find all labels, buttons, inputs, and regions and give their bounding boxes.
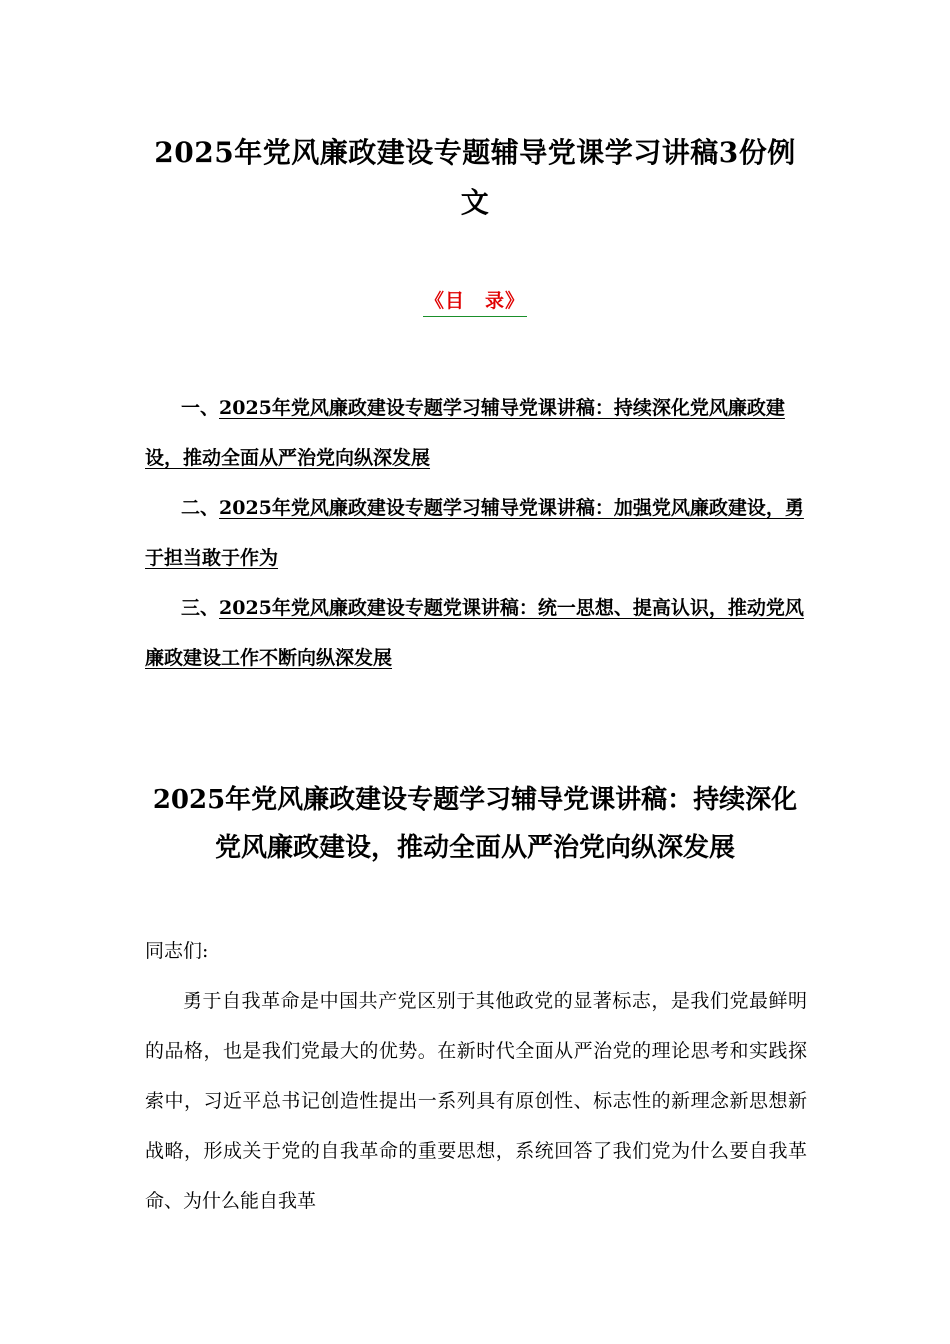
toc-item-3[interactable] xyxy=(145,583,810,683)
toc-item-2[interactable] xyxy=(145,483,810,583)
toc-item-link[interactable]: 2025年党风廉政建设专题学习辅导党课讲稿：加强党风廉政建设，勇于担当敢于作为 xyxy=(145,497,804,569)
toc-item-number: 一、 xyxy=(181,397,220,419)
table-of-contents xyxy=(145,383,810,683)
toc-item-link[interactable]: 2025年党风廉政建设专题学习辅导党课讲稿：持续深化党风廉政建设，推动全面从严治党向纵深发展 xyxy=(145,397,785,469)
toc-item-link[interactable]: 2025年党风廉政建设专题党课讲稿：统一思想、提高认识，推动党风廉政建设工作不断向纵深发展 xyxy=(145,597,804,669)
body-text xyxy=(145,926,807,1226)
toc-item-1[interactable] xyxy=(145,383,810,483)
toc-heading-container xyxy=(0,286,950,317)
toc-item-number: 三、 xyxy=(181,597,220,619)
toc-heading: 《目 录》 xyxy=(423,286,527,317)
toc-item-number: 二、 xyxy=(181,497,220,519)
section-title: 2025年党风廉政建设专题学习辅导党课讲稿：持续深化党风廉政建设，推动全面从严治党向纵深发展 xyxy=(152,785,798,863)
document-title: 2025年党风廉政建设专题辅导党课学习讲稿3份例文 xyxy=(154,136,796,219)
body-paragraph: 勇于自我革命是中国共产党区别于其他政党的显著标志，是我们党最鲜明的品格，也是我们党最大的优势。在新时代全面从严治党的理论思考和实践探索中，习近平总书记创造性提出一系列具有原创性、标志性的新理念新思想新战略，形成关于党的自我革命的重要思想，系统回答了我们党为什么要自我革命、为什么能自我革 xyxy=(145,990,807,1212)
greeting: 同志们: xyxy=(145,940,209,962)
